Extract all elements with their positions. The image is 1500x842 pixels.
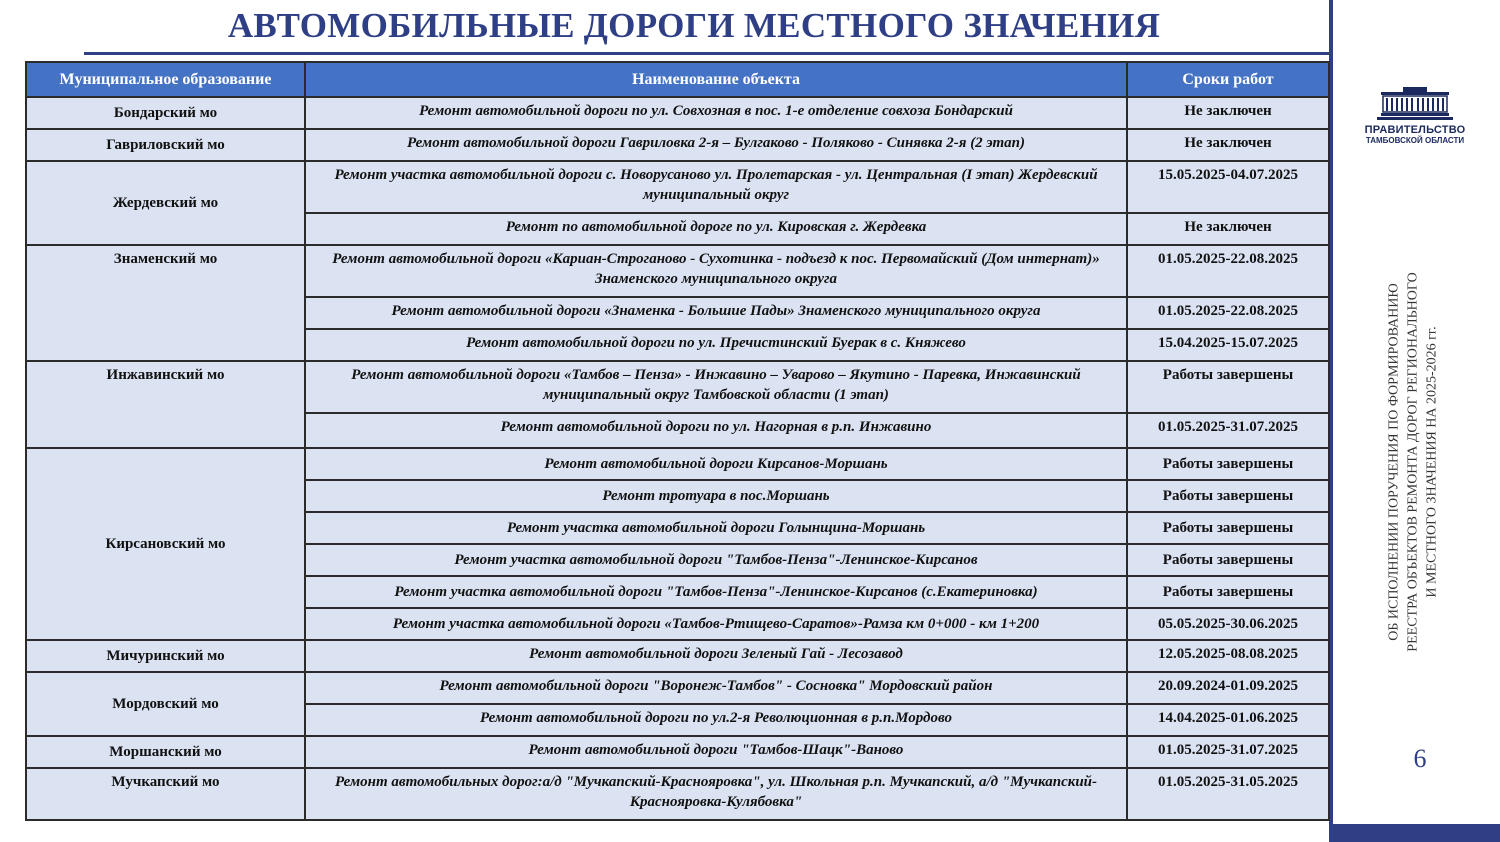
logo-text-line1: ПРАВИТЕЛЬСТВО bbox=[1364, 124, 1466, 136]
term-cell: Не заключен bbox=[1127, 213, 1329, 245]
term-cell: Работы завершены bbox=[1127, 448, 1329, 480]
object-cell: Ремонт участка автомобильной дороги «Тамбов-Ртищево-Саратов»-Рамза км 0+000 - км 1+200 bbox=[305, 608, 1127, 640]
object-cell: Ремонт по автомобильной дороге по ул. Кировская г. Жердевка bbox=[305, 213, 1127, 245]
term-cell: 15.05.2025-04.07.2025 bbox=[1127, 161, 1329, 213]
table-row bbox=[26, 672, 1329, 704]
term-cell: Работы завершены bbox=[1127, 576, 1329, 608]
government-logo bbox=[1352, 86, 1478, 152]
table-row bbox=[26, 245, 1329, 297]
object-cell: Ремонт автомобильной дороги по ул. Нагорная в р.п. Инжавино bbox=[305, 413, 1127, 448]
municipality-cell: Моршанский мо bbox=[26, 736, 305, 768]
logo-text-line2: ТАМБОВСКОЙ ОБЛАСТИ bbox=[1365, 136, 1465, 145]
government-building-icon bbox=[1373, 86, 1457, 122]
term-cell: 01.05.2025-22.08.2025 bbox=[1127, 245, 1329, 297]
table-row bbox=[26, 640, 1329, 672]
term-cell: 01.05.2025-31.05.2025 bbox=[1127, 768, 1329, 820]
municipality-cell: Мордовский мо bbox=[26, 672, 305, 736]
term-cell: 14.04.2025-01.06.2025 bbox=[1127, 704, 1329, 736]
object-cell: Ремонт автомобильной дороги по ул. Совхозная в пос. 1-е отделение совхоза Бондарский bbox=[305, 97, 1127, 129]
municipality-cell: Инжавинский мо bbox=[26, 361, 305, 448]
municipality-cell: Жердевский мо bbox=[26, 161, 305, 245]
municipality-cell: Бондарский мо bbox=[26, 97, 305, 129]
page-number: 6 bbox=[1413, 744, 1427, 773]
table-row bbox=[26, 768, 1329, 820]
object-cell: Ремонт участка автомобильной дороги "Тамбов-Пенза"-Ленинское-Кирсанов bbox=[305, 544, 1127, 576]
object-cell: Ремонт автомобильной дороги Гавриловка 2-я – Булгаково - Поляково - Синявка 2-я (2 этап) bbox=[305, 129, 1127, 161]
table-row bbox=[26, 736, 1329, 768]
title-underline bbox=[84, 52, 1330, 55]
corner-accent-bar bbox=[1329, 824, 1500, 842]
municipality-cell: Гавриловский мо bbox=[26, 129, 305, 161]
term-cell: 01.05.2025-22.08.2025 bbox=[1127, 297, 1329, 329]
table-row bbox=[26, 97, 1329, 129]
municipality-cell: Знаменский мо bbox=[26, 245, 305, 361]
table-row bbox=[26, 161, 1329, 213]
term-cell: 15.04.2025-15.07.2025 bbox=[1127, 329, 1329, 361]
object-cell: Ремонт автомобильной дороги по ул.2-я Революционная в р.п.Мордово bbox=[305, 704, 1127, 736]
term-cell: 12.05.2025-08.08.2025 bbox=[1127, 640, 1329, 672]
term-cell: Не заключен bbox=[1127, 129, 1329, 161]
term-cell: Работы завершены bbox=[1127, 544, 1329, 576]
object-cell: Ремонт автомобильных дорог:а/д "Мучкапский-Краснояровка", ул. Школьная р.п. Мучкапский, а/д "Мучкапский-Краснояровка-Кулябовка" bbox=[305, 768, 1127, 820]
object-cell: Ремонт автомобильной дороги «Знаменка - Большие Пады» Знаменского муниципального округа bbox=[305, 297, 1127, 329]
side-note-line3: И МЕСТНОГО ЗНАЧЕНИЯ НА 2025-2026 гг. bbox=[1424, 326, 1440, 598]
term-cell: 20.09.2024-01.09.2025 bbox=[1127, 672, 1329, 704]
roads-table bbox=[25, 61, 1330, 821]
table-row bbox=[26, 448, 1329, 480]
table-header-row bbox=[26, 62, 1329, 97]
header-municipality: Муниципальное образование bbox=[26, 62, 305, 97]
table-row bbox=[26, 129, 1329, 161]
object-cell: Ремонт автомобильной дороги "Воронеж-Тамбов" - Сосновка" Мордовский район bbox=[305, 672, 1127, 704]
object-cell: Ремонт участка автомобильной дороги "Тамбов-Пенза"-Ленинское-Кирсанов (с.Екатериновка) bbox=[305, 576, 1127, 608]
side-note-line1: ОБ ИСПОЛНЕНИИ ПОРУЧЕНИЯ ПО ФОРМИРОВАНИЮ bbox=[1386, 283, 1402, 641]
object-cell: Ремонт автомобильной дороги Зеленый Гай - Лесозавод bbox=[305, 640, 1127, 672]
term-cell: 05.05.2025-30.06.2025 bbox=[1127, 608, 1329, 640]
header-terms: Сроки работ bbox=[1127, 62, 1329, 97]
term-cell: 01.05.2025-31.07.2025 bbox=[1127, 413, 1329, 448]
term-cell: Работы завершены bbox=[1127, 480, 1329, 512]
term-cell: 01.05.2025-31.07.2025 bbox=[1127, 736, 1329, 768]
side-note-line2: РЕЕСТРА ОБЪЕКТОВ РЕМОНТА ДОРОГ РЕГИОНАЛЬНОГО bbox=[1405, 272, 1421, 652]
municipality-cell: Мичуринский мо bbox=[26, 640, 305, 672]
object-cell: Ремонт автомобильной дороги по ул. Пречистинский Буерак в с. Княжево bbox=[305, 329, 1127, 361]
term-cell: Не заключен bbox=[1127, 97, 1329, 129]
term-cell: Работы завершены bbox=[1127, 361, 1329, 413]
object-cell: Ремонт участка автомобильной дороги Голынщина-Моршань bbox=[305, 512, 1127, 544]
municipality-cell: Кирсановский мо bbox=[26, 448, 305, 640]
object-cell: Ремонт автомобильной дороги Кирсанов-Моршань bbox=[305, 448, 1127, 480]
table-row bbox=[26, 361, 1329, 413]
object-cell: Ремонт автомобильной дороги «Тамбов – Пенза» - Инжавино – Уварово – Якутино - Паревка, Инжавинский муниципальный округ Тамбовской области (1 этап) bbox=[305, 361, 1127, 413]
object-cell: Ремонт автомобильной дороги «Кариан-Строганово - Сухотинка - подъезд к пос. Первомайский (Дом интернат)» Знаменского муниципального округа bbox=[305, 245, 1127, 297]
side-note bbox=[1385, 242, 1442, 682]
page-title: АВТОМОБИЛЬНЫЕ ДОРОГИ МЕСТНОГО ЗНАЧЕНИЯ bbox=[227, 6, 1161, 45]
object-cell: Ремонт автомобильной дороги "Тамбов-Шацк"-Ваново bbox=[305, 736, 1127, 768]
object-cell: Ремонт участка автомобильной дороги с. Новорусаново ул. Пролетарская - ул. Центральная (I этап) Жердевский муниципальный округ bbox=[305, 161, 1127, 213]
municipality-cell: Мучкапский мо bbox=[26, 768, 305, 820]
header-object: Наименование объекта bbox=[305, 62, 1127, 97]
term-cell: Работы завершены bbox=[1127, 512, 1329, 544]
object-cell: Ремонт тротуара в пос.Моршань bbox=[305, 480, 1127, 512]
